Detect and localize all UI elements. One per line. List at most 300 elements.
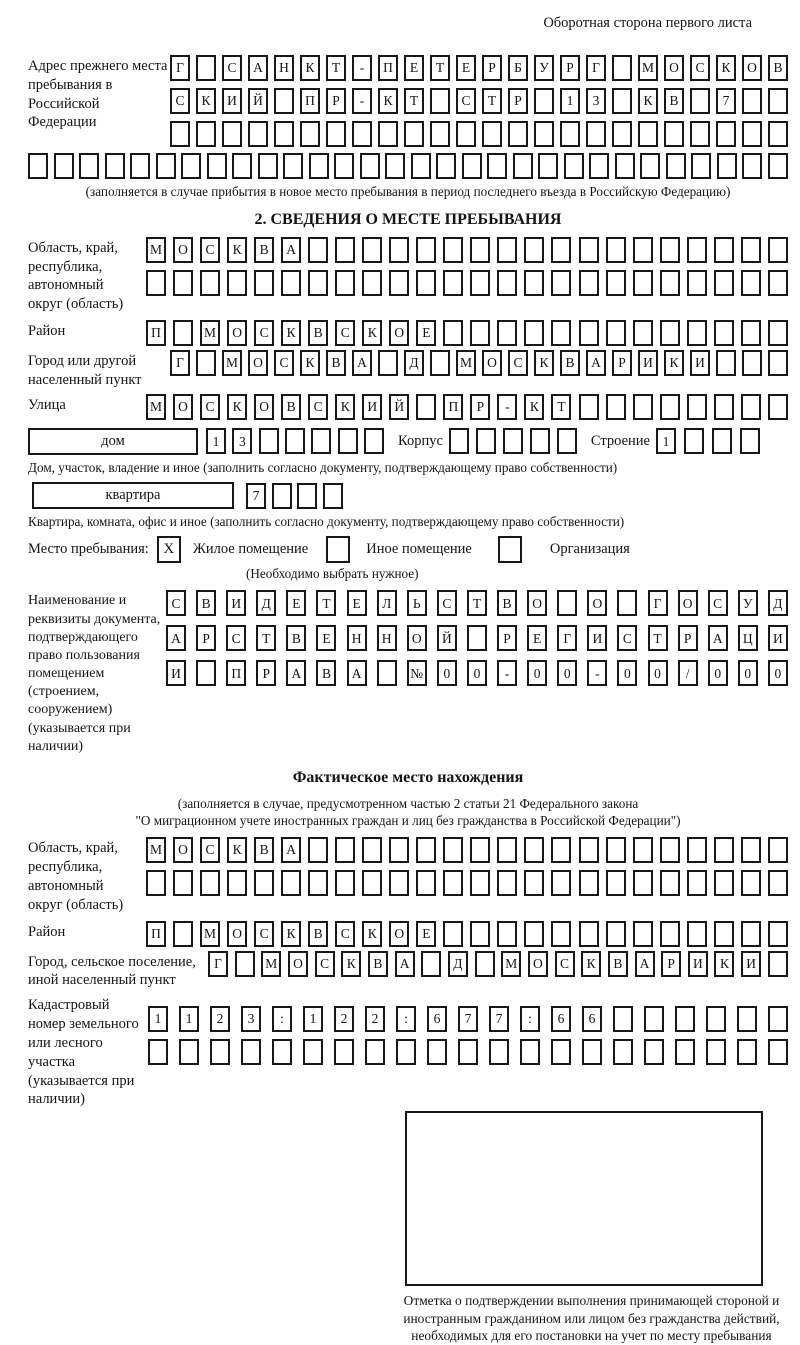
char-cell[interactable]: В: [326, 350, 346, 376]
char-cell[interactable]: Р: [256, 660, 276, 686]
char-cell[interactable]: :: [272, 1006, 292, 1032]
char-cell[interactable]: Т: [430, 55, 450, 81]
char-cell[interactable]: Р: [560, 55, 580, 81]
char-cell[interactable]: [612, 88, 632, 114]
char-cell[interactable]: [475, 951, 495, 977]
char-cell[interactable]: [606, 237, 626, 263]
char-cell[interactable]: М: [146, 237, 166, 263]
char-cell[interactable]: -: [497, 660, 517, 686]
char-cell[interactable]: [768, 951, 788, 977]
char-cell[interactable]: [691, 153, 711, 179]
char-cell[interactable]: [638, 121, 658, 147]
char-cell[interactable]: [606, 320, 626, 346]
char-cell[interactable]: [196, 55, 216, 81]
char-cell[interactable]: И: [362, 394, 382, 420]
char-cell[interactable]: О: [664, 55, 684, 81]
char-cell[interactable]: [612, 55, 632, 81]
char-cell[interactable]: В: [281, 394, 301, 420]
char-cell[interactable]: О: [482, 350, 502, 376]
char-cell[interactable]: [660, 320, 680, 346]
char-cell[interactable]: [334, 153, 354, 179]
char-cell[interactable]: [170, 121, 190, 147]
char-cell[interactable]: [274, 121, 294, 147]
char-cell[interactable]: [352, 121, 372, 147]
char-cell[interactable]: В: [560, 350, 580, 376]
char-cell[interactable]: [660, 921, 680, 947]
char-cell[interactable]: [196, 660, 216, 686]
char-cell[interactable]: С: [315, 951, 335, 977]
char-cell[interactable]: №: [407, 660, 427, 686]
char-cell[interactable]: [612, 121, 632, 147]
char-cell[interactable]: [308, 837, 328, 863]
char-cell[interactable]: С: [166, 590, 186, 616]
char-cell[interactable]: И: [222, 88, 242, 114]
checkbox-organizatsiya[interactable]: [498, 536, 522, 563]
char-cell[interactable]: [281, 870, 301, 896]
char-cell[interactable]: [551, 237, 571, 263]
char-cell[interactable]: [335, 270, 355, 296]
char-cell[interactable]: [714, 394, 734, 420]
char-cell[interactable]: Т: [551, 394, 571, 420]
char-cell[interactable]: [28, 153, 48, 179]
char-cell[interactable]: [534, 88, 554, 114]
char-cell[interactable]: С: [335, 921, 355, 947]
char-cell[interactable]: [443, 921, 463, 947]
char-cell[interactable]: [389, 837, 409, 863]
char-cell[interactable]: С: [274, 350, 294, 376]
char-cell[interactable]: [179, 1039, 199, 1065]
char-cell[interactable]: С: [308, 394, 328, 420]
char-cell[interactable]: [79, 153, 99, 179]
char-cell[interactable]: [248, 121, 268, 147]
char-cell[interactable]: О: [528, 951, 548, 977]
char-cell[interactable]: [589, 153, 609, 179]
checkbox-inoe[interactable]: [326, 536, 350, 563]
char-cell[interactable]: :: [396, 1006, 416, 1032]
char-cell[interactable]: [524, 837, 544, 863]
char-cell[interactable]: [396, 1039, 416, 1065]
char-cell[interactable]: [503, 428, 523, 454]
char-cell[interactable]: Е: [416, 320, 436, 346]
char-cell[interactable]: [416, 394, 436, 420]
char-cell[interactable]: 1: [560, 88, 580, 114]
char-cell[interactable]: 3: [241, 1006, 261, 1032]
char-cell[interactable]: [712, 428, 732, 454]
char-cell[interactable]: [768, 320, 788, 346]
char-cell[interactable]: -: [587, 660, 607, 686]
char-cell[interactable]: [617, 590, 637, 616]
char-cell[interactable]: [378, 350, 398, 376]
char-cell[interactable]: 2: [210, 1006, 230, 1032]
char-cell[interactable]: К: [196, 88, 216, 114]
char-cell[interactable]: М: [222, 350, 242, 376]
char-cell[interactable]: А: [286, 660, 306, 686]
char-cell[interactable]: А: [352, 350, 372, 376]
char-cell[interactable]: [497, 870, 517, 896]
char-cell[interactable]: [309, 153, 329, 179]
char-cell[interactable]: М: [146, 394, 166, 420]
char-cell[interactable]: [741, 237, 761, 263]
char-cell[interactable]: [606, 837, 626, 863]
char-cell[interactable]: 0: [648, 660, 668, 686]
char-cell[interactable]: [377, 660, 397, 686]
char-cell[interactable]: Т: [467, 590, 487, 616]
char-cell[interactable]: [579, 921, 599, 947]
char-cell[interactable]: [768, 350, 788, 376]
char-cell[interactable]: [470, 320, 490, 346]
char-cell[interactable]: [281, 270, 301, 296]
char-cell[interactable]: [311, 428, 331, 454]
char-cell[interactable]: [365, 1039, 385, 1065]
char-cell[interactable]: Г: [170, 55, 190, 81]
char-cell[interactable]: [524, 870, 544, 896]
char-cell[interactable]: [660, 237, 680, 263]
char-cell[interactable]: [768, 237, 788, 263]
char-cell[interactable]: 0: [768, 660, 788, 686]
char-cell[interactable]: Т: [404, 88, 424, 114]
char-cell[interactable]: К: [227, 237, 247, 263]
char-cell[interactable]: С: [200, 237, 220, 263]
char-cell[interactable]: [666, 153, 686, 179]
char-cell[interactable]: В: [316, 660, 336, 686]
char-cell[interactable]: С: [254, 921, 274, 947]
char-cell[interactable]: [210, 1039, 230, 1065]
char-cell[interactable]: 0: [437, 660, 457, 686]
char-cell[interactable]: [660, 270, 680, 296]
char-cell[interactable]: [737, 1039, 757, 1065]
char-cell[interactable]: [105, 153, 125, 179]
char-cell[interactable]: [768, 121, 788, 147]
char-cell[interactable]: [551, 320, 571, 346]
char-cell[interactable]: 0: [557, 660, 577, 686]
char-cell[interactable]: [560, 121, 580, 147]
char-cell[interactable]: 1: [656, 428, 676, 454]
char-cell[interactable]: В: [286, 625, 306, 651]
char-cell[interactable]: О: [227, 921, 247, 947]
char-cell[interactable]: С: [555, 951, 575, 977]
char-cell[interactable]: [458, 1039, 478, 1065]
char-cell[interactable]: [259, 428, 279, 454]
char-cell[interactable]: [524, 921, 544, 947]
char-cell[interactable]: [467, 625, 487, 651]
char-cell[interactable]: У: [534, 55, 554, 81]
char-cell[interactable]: А: [635, 951, 655, 977]
char-cell[interactable]: 7: [716, 88, 736, 114]
char-cell[interactable]: Е: [416, 921, 436, 947]
char-cell[interactable]: [741, 394, 761, 420]
char-cell[interactable]: Р: [482, 55, 502, 81]
char-cell[interactable]: [741, 320, 761, 346]
char-cell[interactable]: 2: [334, 1006, 354, 1032]
char-cell[interactable]: [579, 837, 599, 863]
char-cell[interactable]: [430, 121, 450, 147]
char-cell[interactable]: [606, 394, 626, 420]
char-cell[interactable]: [308, 270, 328, 296]
char-cell[interactable]: М: [638, 55, 658, 81]
char-cell[interactable]: [146, 270, 166, 296]
char-cell[interactable]: С: [456, 88, 476, 114]
char-cell[interactable]: [416, 870, 436, 896]
char-cell[interactable]: [741, 870, 761, 896]
char-cell[interactable]: [362, 870, 382, 896]
kvartira-box[interactable]: квартира: [32, 482, 234, 509]
char-cell[interactable]: [714, 320, 734, 346]
char-cell[interactable]: 3: [232, 428, 252, 454]
char-cell[interactable]: Д: [448, 951, 468, 977]
char-cell[interactable]: [427, 1039, 447, 1065]
char-cell[interactable]: И: [688, 951, 708, 977]
char-cell[interactable]: Р: [326, 88, 346, 114]
char-cell[interactable]: У: [738, 590, 758, 616]
char-cell[interactable]: [742, 153, 762, 179]
char-cell[interactable]: 0: [527, 660, 547, 686]
char-cell[interactable]: [687, 394, 707, 420]
char-cell[interactable]: [690, 121, 710, 147]
char-cell[interactable]: [706, 1039, 726, 1065]
char-cell[interactable]: Д: [256, 590, 276, 616]
char-cell[interactable]: Р: [470, 394, 490, 420]
char-cell[interactable]: [416, 237, 436, 263]
char-cell[interactable]: [385, 153, 405, 179]
char-cell[interactable]: [334, 1039, 354, 1065]
char-cell[interactable]: [520, 1039, 540, 1065]
char-cell[interactable]: [173, 320, 193, 346]
char-cell[interactable]: К: [300, 55, 320, 81]
char-cell[interactable]: М: [456, 350, 476, 376]
char-cell[interactable]: А: [281, 837, 301, 863]
char-cell[interactable]: [557, 590, 577, 616]
char-cell[interactable]: [717, 153, 737, 179]
char-cell[interactable]: [497, 921, 517, 947]
char-cell[interactable]: М: [261, 951, 281, 977]
char-cell[interactable]: С: [617, 625, 637, 651]
char-cell[interactable]: [360, 153, 380, 179]
char-cell[interactable]: В: [196, 590, 216, 616]
char-cell[interactable]: [148, 1039, 168, 1065]
char-cell[interactable]: [207, 153, 227, 179]
char-cell[interactable]: К: [281, 320, 301, 346]
char-cell[interactable]: В: [768, 55, 788, 81]
char-cell[interactable]: [530, 428, 550, 454]
char-cell[interactable]: М: [146, 837, 166, 863]
char-cell[interactable]: К: [341, 951, 361, 977]
char-cell[interactable]: [303, 1039, 323, 1065]
char-cell[interactable]: [768, 153, 788, 179]
char-cell[interactable]: [297, 483, 317, 509]
char-cell[interactable]: [308, 870, 328, 896]
char-cell[interactable]: А: [586, 350, 606, 376]
char-cell[interactable]: [687, 837, 707, 863]
char-cell[interactable]: П: [146, 921, 166, 947]
char-cell[interactable]: 6: [582, 1006, 602, 1032]
char-cell[interactable]: [716, 121, 736, 147]
char-cell[interactable]: [497, 320, 517, 346]
char-cell[interactable]: [364, 428, 384, 454]
char-cell[interactable]: [449, 428, 469, 454]
char-cell[interactable]: [513, 153, 533, 179]
char-cell[interactable]: [443, 837, 463, 863]
char-cell[interactable]: С: [335, 320, 355, 346]
char-cell[interactable]: Й: [437, 625, 457, 651]
char-cell[interactable]: [404, 121, 424, 147]
char-cell[interactable]: [443, 320, 463, 346]
char-cell[interactable]: [687, 870, 707, 896]
char-cell[interactable]: [285, 428, 305, 454]
char-cell[interactable]: [389, 270, 409, 296]
char-cell[interactable]: [524, 270, 544, 296]
char-cell[interactable]: [524, 237, 544, 263]
char-cell[interactable]: В: [497, 590, 517, 616]
char-cell[interactable]: [430, 350, 450, 376]
char-cell[interactable]: Е: [527, 625, 547, 651]
char-cell[interactable]: Г: [170, 350, 190, 376]
char-cell[interactable]: [613, 1006, 633, 1032]
char-cell[interactable]: [664, 121, 684, 147]
char-cell[interactable]: Т: [256, 625, 276, 651]
char-cell[interactable]: К: [281, 921, 301, 947]
char-cell[interactable]: Р: [612, 350, 632, 376]
char-cell[interactable]: [579, 320, 599, 346]
char-cell[interactable]: Е: [286, 590, 306, 616]
char-cell[interactable]: [534, 121, 554, 147]
char-cell[interactable]: [644, 1006, 664, 1032]
char-cell[interactable]: О: [173, 394, 193, 420]
char-cell[interactable]: С: [170, 88, 190, 114]
char-cell[interactable]: С: [226, 625, 246, 651]
char-cell[interactable]: [768, 270, 788, 296]
char-cell[interactable]: [687, 921, 707, 947]
char-cell[interactable]: П: [443, 394, 463, 420]
char-cell[interactable]: [470, 237, 490, 263]
char-cell[interactable]: [200, 270, 220, 296]
char-cell[interactable]: [338, 428, 358, 454]
char-cell[interactable]: [579, 270, 599, 296]
char-cell[interactable]: [482, 121, 502, 147]
char-cell[interactable]: /: [678, 660, 698, 686]
dom-box[interactable]: дом: [28, 428, 198, 455]
char-cell[interactable]: [416, 270, 436, 296]
char-cell[interactable]: [272, 1039, 292, 1065]
char-cell[interactable]: [714, 237, 734, 263]
char-cell[interactable]: 6: [551, 1006, 571, 1032]
char-cell[interactable]: [633, 394, 653, 420]
char-cell[interactable]: [551, 1039, 571, 1065]
char-cell[interactable]: [196, 350, 216, 376]
char-cell[interactable]: О: [288, 951, 308, 977]
char-cell[interactable]: С: [708, 590, 728, 616]
char-cell[interactable]: [470, 870, 490, 896]
char-cell[interactable]: [173, 270, 193, 296]
char-cell[interactable]: [335, 237, 355, 263]
char-cell[interactable]: А: [248, 55, 268, 81]
char-cell[interactable]: Н: [274, 55, 294, 81]
char-cell[interactable]: Г: [557, 625, 577, 651]
char-cell[interactable]: Р: [196, 625, 216, 651]
char-cell[interactable]: А: [166, 625, 186, 651]
char-cell[interactable]: В: [368, 951, 388, 977]
char-cell[interactable]: А: [347, 660, 367, 686]
char-cell[interactable]: [146, 870, 166, 896]
char-cell[interactable]: К: [581, 951, 601, 977]
char-cell[interactable]: [272, 483, 292, 509]
char-cell[interactable]: [615, 153, 635, 179]
char-cell[interactable]: [430, 88, 450, 114]
char-cell[interactable]: [323, 483, 343, 509]
char-cell[interactable]: 0: [617, 660, 637, 686]
char-cell[interactable]: [768, 394, 788, 420]
char-cell[interactable]: К: [335, 394, 355, 420]
char-cell[interactable]: [456, 121, 476, 147]
char-cell[interactable]: Ь: [407, 590, 427, 616]
char-cell[interactable]: Д: [768, 590, 788, 616]
char-cell[interactable]: С: [690, 55, 710, 81]
char-cell[interactable]: Р: [661, 951, 681, 977]
char-cell[interactable]: [606, 870, 626, 896]
char-cell[interactable]: [196, 121, 216, 147]
char-cell[interactable]: [200, 870, 220, 896]
char-cell[interactable]: [54, 153, 74, 179]
char-cell[interactable]: [742, 121, 762, 147]
char-cell[interactable]: [524, 320, 544, 346]
char-cell[interactable]: О: [389, 921, 409, 947]
char-cell[interactable]: К: [534, 350, 554, 376]
char-cell[interactable]: [489, 1039, 509, 1065]
char-cell[interactable]: [551, 870, 571, 896]
char-cell[interactable]: С: [437, 590, 457, 616]
char-cell[interactable]: -: [352, 88, 372, 114]
char-cell[interactable]: [687, 237, 707, 263]
char-cell[interactable]: 1: [148, 1006, 168, 1032]
char-cell[interactable]: [675, 1039, 695, 1065]
char-cell[interactable]: [181, 153, 201, 179]
char-cell[interactable]: С: [200, 394, 220, 420]
char-cell[interactable]: М: [200, 921, 220, 947]
char-cell[interactable]: [706, 1006, 726, 1032]
char-cell[interactable]: [714, 870, 734, 896]
char-cell[interactable]: [362, 837, 382, 863]
char-cell[interactable]: [389, 237, 409, 263]
char-cell[interactable]: 7: [489, 1006, 509, 1032]
char-cell[interactable]: [741, 270, 761, 296]
char-cell[interactable]: [227, 870, 247, 896]
char-cell[interactable]: К: [227, 394, 247, 420]
char-cell[interactable]: К: [362, 921, 382, 947]
char-cell[interactable]: Ц: [738, 625, 758, 651]
char-cell[interactable]: -: [497, 394, 517, 420]
char-cell[interactable]: Н: [377, 625, 397, 651]
char-cell[interactable]: 2: [365, 1006, 385, 1032]
char-cell[interactable]: В: [664, 88, 684, 114]
char-cell[interactable]: О: [227, 320, 247, 346]
char-cell[interactable]: [633, 837, 653, 863]
char-cell[interactable]: И: [638, 350, 658, 376]
char-cell[interactable]: [579, 394, 599, 420]
char-cell[interactable]: [232, 153, 252, 179]
char-cell[interactable]: И: [768, 625, 788, 651]
char-cell[interactable]: [660, 394, 680, 420]
char-cell[interactable]: В: [608, 951, 628, 977]
char-cell[interactable]: И: [166, 660, 186, 686]
char-cell[interactable]: О: [678, 590, 698, 616]
char-cell[interactable]: О: [254, 394, 274, 420]
char-cell[interactable]: [714, 837, 734, 863]
char-cell[interactable]: С: [254, 320, 274, 346]
char-cell[interactable]: [173, 870, 193, 896]
char-cell[interactable]: 0: [738, 660, 758, 686]
char-cell[interactable]: А: [708, 625, 728, 651]
char-cell[interactable]: [130, 153, 150, 179]
char-cell[interactable]: [684, 428, 704, 454]
